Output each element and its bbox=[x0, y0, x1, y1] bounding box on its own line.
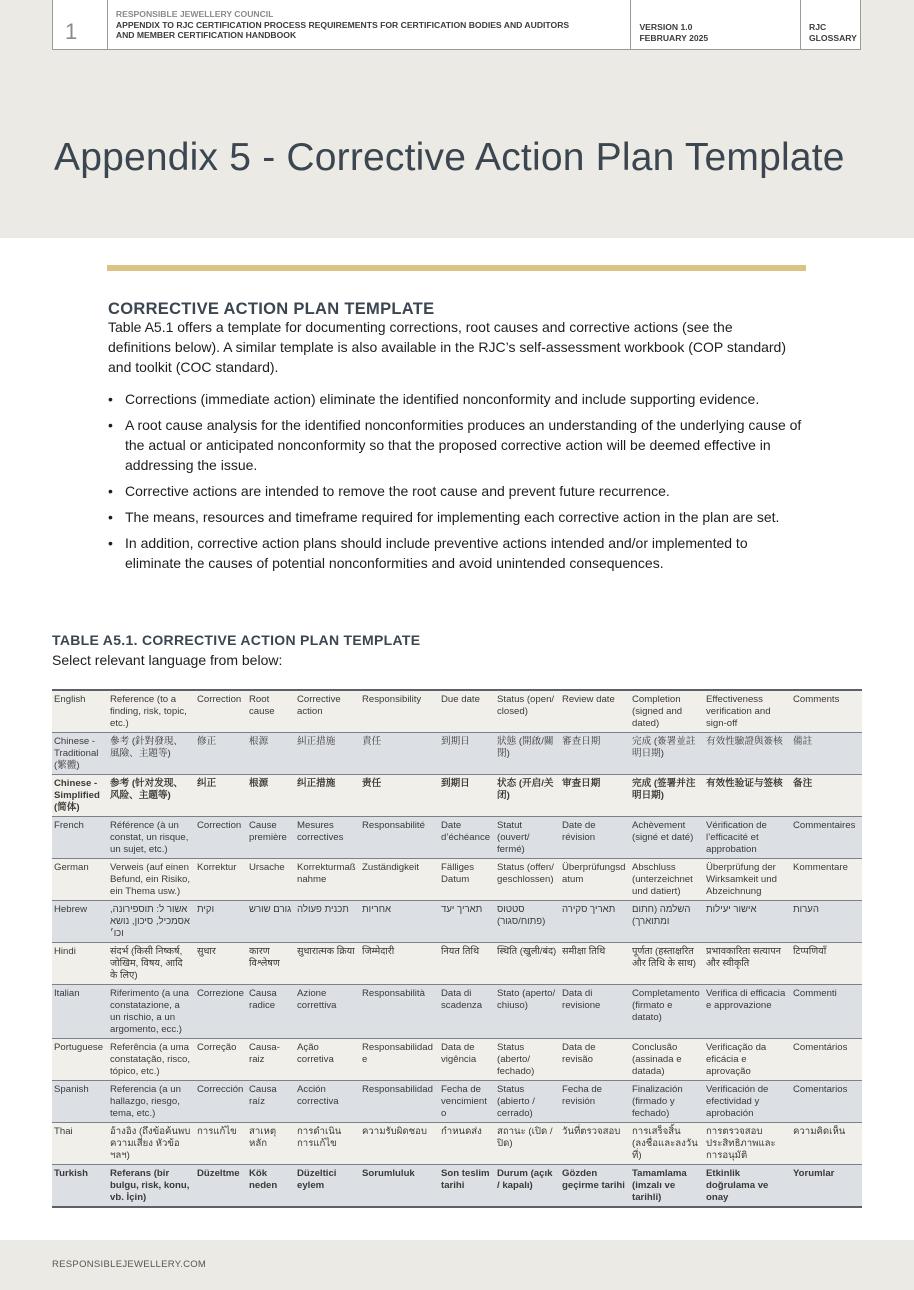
table-cell: 根源 bbox=[247, 733, 295, 775]
table-cell: 審查日期 bbox=[560, 733, 630, 775]
table-cell: Responsabilité bbox=[360, 817, 439, 859]
table-cell: ความคิดเห็น bbox=[791, 1123, 862, 1165]
list-item: • In addition, corrective action plans should include preventive actions intended and/or implemented to eliminate the causes of potential nonconformities and avoid unintended consequences. bbox=[108, 533, 803, 573]
table-row bbox=[52, 1123, 862, 1165]
document-info bbox=[108, 0, 632, 49]
table-cell: Causa radice bbox=[247, 985, 295, 1039]
table-cell: Causa-raiz bbox=[247, 1039, 295, 1081]
table-cell: สถานะ (เปิด / ปิด) bbox=[495, 1123, 560, 1165]
table-caption: TABLE A5.1. CORRECTIVE ACTION PLAN TEMPLATE bbox=[52, 632, 421, 648]
table-cell: Durum (açık / kapalı) bbox=[495, 1165, 560, 1208]
table-cell: תאריך סקירה bbox=[560, 901, 630, 943]
table-cell: Ação corretiva bbox=[295, 1039, 360, 1081]
section-line2: GLOSSARY bbox=[809, 32, 857, 43]
table-cell: टिप्पणियाँ bbox=[791, 943, 862, 985]
table-cell: Correzione bbox=[195, 985, 247, 1039]
table-cell: 责任 bbox=[360, 775, 439, 817]
table-cell: 备注 bbox=[791, 775, 862, 817]
table-row bbox=[52, 901, 862, 943]
table-row bbox=[52, 775, 862, 817]
table-cell: Verificación de efectividad y aprobación bbox=[704, 1081, 791, 1123]
table-cell: Korrekturmaßnahme bbox=[295, 859, 360, 901]
list-item: • Corrections (immediate action) eliminate the identified nonconformity and include supporting evidence. bbox=[108, 389, 803, 409]
table-cell: नियत तिथि bbox=[439, 943, 495, 985]
table-cell: Tamamlama (imzalı ve tarihli) bbox=[630, 1165, 704, 1208]
table-cell: सुधारात्मक क्रिया bbox=[295, 943, 360, 985]
table-cell: Status (open/ closed) bbox=[495, 690, 560, 733]
table-row bbox=[52, 943, 862, 985]
table-cell: Gözden geçirme tarihi bbox=[560, 1165, 630, 1208]
table-row bbox=[52, 985, 862, 1039]
table-cell: Root cause bbox=[247, 690, 295, 733]
table-cell: स्थिति (खुली/बंद) bbox=[495, 943, 560, 985]
table-cell: Kommentare bbox=[791, 859, 862, 901]
doc-title-line2: AND MEMBER CERTIFICATION HANDBOOK bbox=[115, 30, 297, 41]
table-cell: תכנית פעולה bbox=[295, 901, 360, 943]
table-cell: Fälliges Datum bbox=[439, 859, 495, 901]
table-row bbox=[52, 1081, 862, 1123]
list-item: • Corrective actions are intended to remove the root cause and prevent future recurrence. bbox=[108, 481, 803, 501]
table-cell: Responsabilidade bbox=[360, 1039, 439, 1081]
table-cell: Data di scadenza bbox=[439, 985, 495, 1039]
table-cell: ความรับผิดชอบ bbox=[360, 1123, 439, 1165]
table-cell: אחריות bbox=[360, 901, 439, 943]
table-cell: 修正 bbox=[195, 733, 247, 775]
table-cell: जिम्मेदारी bbox=[360, 943, 439, 985]
table-cell: Yorumlar bbox=[791, 1165, 862, 1208]
table-row bbox=[52, 1039, 862, 1081]
table-row bbox=[52, 1165, 862, 1208]
table-cell: Data de vigência bbox=[439, 1039, 495, 1081]
table-cell: Reference (to a finding, risk, topic, etc.) bbox=[108, 690, 195, 733]
language-cell: Italian bbox=[52, 985, 108, 1039]
table-cell: Responsabilidad bbox=[360, 1081, 439, 1123]
table-row bbox=[52, 817, 862, 859]
page-header bbox=[52, 0, 861, 50]
table-cell: संदर्भ (किसी निष्कर्ष, जोखिम, विषय, आदि के लिए) bbox=[108, 943, 195, 985]
table-row bbox=[52, 690, 862, 733]
table-cell: Data de revisão bbox=[560, 1039, 630, 1081]
table-cell: Cause première bbox=[247, 817, 295, 859]
doc-title-line1: APPENDIX TO RJC CERTIFICATION PROCESS REQUIREMENTS FOR CERTIFICATION BODIES AND AUDITORS bbox=[115, 19, 570, 30]
table-cell: Status (offen/ geschlossen) bbox=[495, 859, 560, 901]
table-cell: Verweis (auf einen Befund, ein Risiko, ein Thema usw.) bbox=[108, 859, 195, 901]
language-cell: Turkish bbox=[52, 1165, 108, 1208]
language-cell: German bbox=[52, 859, 108, 901]
table-cell: Commenti bbox=[791, 985, 862, 1039]
table-cell: Comentarios bbox=[791, 1081, 862, 1123]
page-footer bbox=[0, 1240, 914, 1290]
table-cell: Verifica di efficacia e approvazione bbox=[704, 985, 791, 1039]
footer-url: RESPONSIBLEJEWELLERY.COM bbox=[52, 1259, 207, 1270]
table-cell: 根源 bbox=[247, 775, 295, 817]
page-number: 1 bbox=[53, 0, 108, 49]
table-cell: Mesures correctives bbox=[295, 817, 360, 859]
table-cell: וקית bbox=[195, 901, 247, 943]
table-cell: Referencia (a un hallazgo, riesgo, tema, etc.) bbox=[108, 1081, 195, 1123]
language-cell: Chinese - Traditional (繁體) bbox=[52, 733, 108, 775]
table-cell: הערות bbox=[791, 901, 862, 943]
table-cell: Corrección bbox=[195, 1081, 247, 1123]
language-cell: Thai bbox=[52, 1123, 108, 1165]
table-cell: 參考 (針對發現、風險、主題等) bbox=[108, 733, 195, 775]
table-cell: Review date bbox=[560, 690, 630, 733]
table-cell: วันที่ตรวจสอบ bbox=[560, 1123, 630, 1165]
table-cell: Abschluss (unterzeichnet und datiert) bbox=[630, 859, 704, 901]
table-cell: การแก้ไข bbox=[195, 1123, 247, 1165]
table-cell: Commentaires bbox=[791, 817, 862, 859]
date: FEBRUARY 2025 bbox=[639, 32, 709, 43]
section-info bbox=[801, 0, 860, 49]
table-cell: Achèvement (signé et daté) bbox=[630, 817, 704, 859]
table-cell: การดำเนินการแก้ไข bbox=[295, 1123, 360, 1165]
page-title: Appendix 5 - Corrective Action Plan Template bbox=[54, 136, 845, 180]
table-cell: Correction bbox=[195, 817, 247, 859]
table-cell: การตรวจสอบประสิทธิภาพและการอนุมัติ bbox=[704, 1123, 791, 1165]
table-cell: Date de révision bbox=[560, 817, 630, 859]
table-cell: 到期日 bbox=[439, 775, 495, 817]
table-cell: กำหนดส่ง bbox=[439, 1123, 495, 1165]
table-cell: कारण विश्लेषण bbox=[247, 943, 295, 985]
table-cell: 纠正措施 bbox=[295, 775, 360, 817]
language-cell: Portuguese bbox=[52, 1039, 108, 1081]
language-cell: Chinese - Simplified (简体) bbox=[52, 775, 108, 817]
language-table bbox=[52, 689, 862, 1208]
table-cell: Son teslim tarihi bbox=[439, 1165, 495, 1208]
table-cell: Referans (bir bulgu, risk, konu, vb. İçin) bbox=[108, 1165, 195, 1208]
table-cell: प्रभावकारिता सत्यापन और स्वीकृति bbox=[704, 943, 791, 985]
section-line1: RJC bbox=[809, 22, 827, 32]
table-cell: Fecha de vencimiento bbox=[439, 1081, 495, 1123]
table-cell: Korrektur bbox=[195, 859, 247, 901]
language-cell: Hebrew bbox=[52, 901, 108, 943]
table-cell: 完成 (签署并注明日期) bbox=[630, 775, 704, 817]
table-cell: Responsabilità bbox=[360, 985, 439, 1039]
table-cell: 糾正措施 bbox=[295, 733, 360, 775]
table-cell: Corrective action bbox=[295, 690, 360, 733]
section-heading: CORRECTIVE ACTION PLAN TEMPLATE bbox=[108, 299, 435, 318]
table-cell: Etkinlik doğrulama ve onay bbox=[704, 1165, 791, 1208]
table-cell: Date d’échéance bbox=[439, 817, 495, 859]
table-cell: Status (aberto/ fechado) bbox=[495, 1039, 560, 1081]
table-cell: Überprüfungsdatum bbox=[560, 859, 630, 901]
list-item: • A root cause analysis for the identified nonconformities produces an understanding of the underlying cause of the actual or anticipated nonconformity so that the proposed corrective action will be deemed effective in addressing the issue. bbox=[108, 415, 803, 475]
table-cell: Correction bbox=[195, 690, 247, 733]
table-cell: 備註 bbox=[791, 733, 862, 775]
definition-list bbox=[108, 389, 803, 579]
table-cell: Düzeltme bbox=[195, 1165, 247, 1208]
table-row bbox=[52, 733, 862, 775]
table-cell: Verificação da eficácia e aprovação bbox=[704, 1039, 791, 1081]
table-cell: Référence (à un constat, un risque, un sujet, etc.) bbox=[108, 817, 195, 859]
table-cell: Due date bbox=[439, 690, 495, 733]
table-cell: 审查日期 bbox=[560, 775, 630, 817]
table-cell: Correção bbox=[195, 1039, 247, 1081]
table-cell: גורם שורש bbox=[247, 901, 295, 943]
org-name: RESPONSIBLE JEWELLERY COUNCIL bbox=[115, 9, 274, 19]
table-cell: Azione correttiva bbox=[295, 985, 360, 1039]
table-cell: אישור יעילות bbox=[704, 901, 791, 943]
table-cell: Ursache bbox=[247, 859, 295, 901]
table-cell: Completion (signed and dated) bbox=[630, 690, 704, 733]
table-cell: 纠正 bbox=[195, 775, 247, 817]
table-cell: Überprüfung der Wirksamkeit und Abzeichnung bbox=[704, 859, 791, 901]
table-cell: Kök neden bbox=[247, 1165, 295, 1208]
table-cell: Acción correctiva bbox=[295, 1081, 360, 1123]
version-info bbox=[631, 0, 801, 49]
table-cell: सुधार bbox=[195, 943, 247, 985]
table-subcaption: Select relevant language from below: bbox=[52, 652, 283, 668]
table-cell: อ้างอิง (ถึงข้อค้นพบ ความเสี่ยง หัวข้อ ฯลฯ) bbox=[108, 1123, 195, 1165]
table-cell: 有效性驗證與簽核 bbox=[704, 733, 791, 775]
language-cell: English bbox=[52, 690, 108, 733]
table-cell: Comments bbox=[791, 690, 862, 733]
table-cell: Responsibility bbox=[360, 690, 439, 733]
table-cell: 有效性验证与签核 bbox=[704, 775, 791, 817]
table-cell: סטטוס (פתוח/סגור) bbox=[495, 901, 560, 943]
table-cell: Completamento (firmato e datato) bbox=[630, 985, 704, 1039]
table-cell: Referência (a uma constatação, risco, tópico, etc.) bbox=[108, 1039, 195, 1081]
table-row bbox=[52, 859, 862, 901]
table-cell: אשור ל: תוספירונה, אסמכיל, סיכון, נושא וכו׳ bbox=[108, 901, 195, 943]
version: VERSION 1.0 bbox=[639, 22, 693, 32]
section-divider bbox=[107, 265, 806, 271]
table-cell: Statut (ouvert/ fermé) bbox=[495, 817, 560, 859]
list-item: • The means, resources and timeframe required for implementing each corrective action in the plan are set. bbox=[108, 507, 803, 527]
table-cell: Comentários bbox=[791, 1039, 862, 1081]
intro-paragraph: Table A5.1 offers a template for documenting corrections, root causes and corrective actions (see the definitions below). A similar template is also available in the RJC’s self-assessment workbook (COP standard) and toolkit (COC standard). bbox=[108, 319, 787, 375]
table-cell: 完成 (簽署並註明日期) bbox=[630, 733, 704, 775]
table-cell: 到期日 bbox=[439, 733, 495, 775]
language-cell: Spanish bbox=[52, 1081, 108, 1123]
table-cell: Stato (aperto/ chiuso) bbox=[495, 985, 560, 1039]
table-cell: Riferimento (a una constatazione, a un rischio, a un argomento, ecc.) bbox=[108, 985, 195, 1039]
table-cell: 責任 bbox=[360, 733, 439, 775]
table-cell: การเสร็จสิ้น (ลงชื่อและลงวันที่) bbox=[630, 1123, 704, 1165]
table-cell: पूर्णता (हस्ताक्षरित और तिथि के साथ) bbox=[630, 943, 704, 985]
table-cell: สาเหตุหลัก bbox=[247, 1123, 295, 1165]
table-cell: Conclusão (assinada e datada) bbox=[630, 1039, 704, 1081]
table-cell: 参考 (针对发现、风险、主题等) bbox=[108, 775, 195, 817]
table-cell: Sorumluluk bbox=[360, 1165, 439, 1208]
table-cell: Finalización (firmado y fechado) bbox=[630, 1081, 704, 1123]
language-cell: French bbox=[52, 817, 108, 859]
language-cell: Hindi bbox=[52, 943, 108, 985]
table-cell: समीक्षा तिथि bbox=[560, 943, 630, 985]
table-cell: Effectiveness verification and sign-off bbox=[704, 690, 791, 733]
table-cell: השלמה (חתום ומתוארך) bbox=[630, 901, 704, 943]
table-cell: Fecha de revisión bbox=[560, 1081, 630, 1123]
table-cell: 狀態 (開啟/關閉) bbox=[495, 733, 560, 775]
table-cell: Düzeltici eylem bbox=[295, 1165, 360, 1208]
table-cell: Zuständigkeit bbox=[360, 859, 439, 901]
table-cell: Vérification de l’efficacité et approbation bbox=[704, 817, 791, 859]
table-cell: תאריך יעד bbox=[439, 901, 495, 943]
table-cell: 状态 (开启/关闭) bbox=[495, 775, 560, 817]
table-cell: Data di revisione bbox=[560, 985, 630, 1039]
table-cell: Causa raíz bbox=[247, 1081, 295, 1123]
table-cell: Status (abierto / cerrado) bbox=[495, 1081, 560, 1123]
